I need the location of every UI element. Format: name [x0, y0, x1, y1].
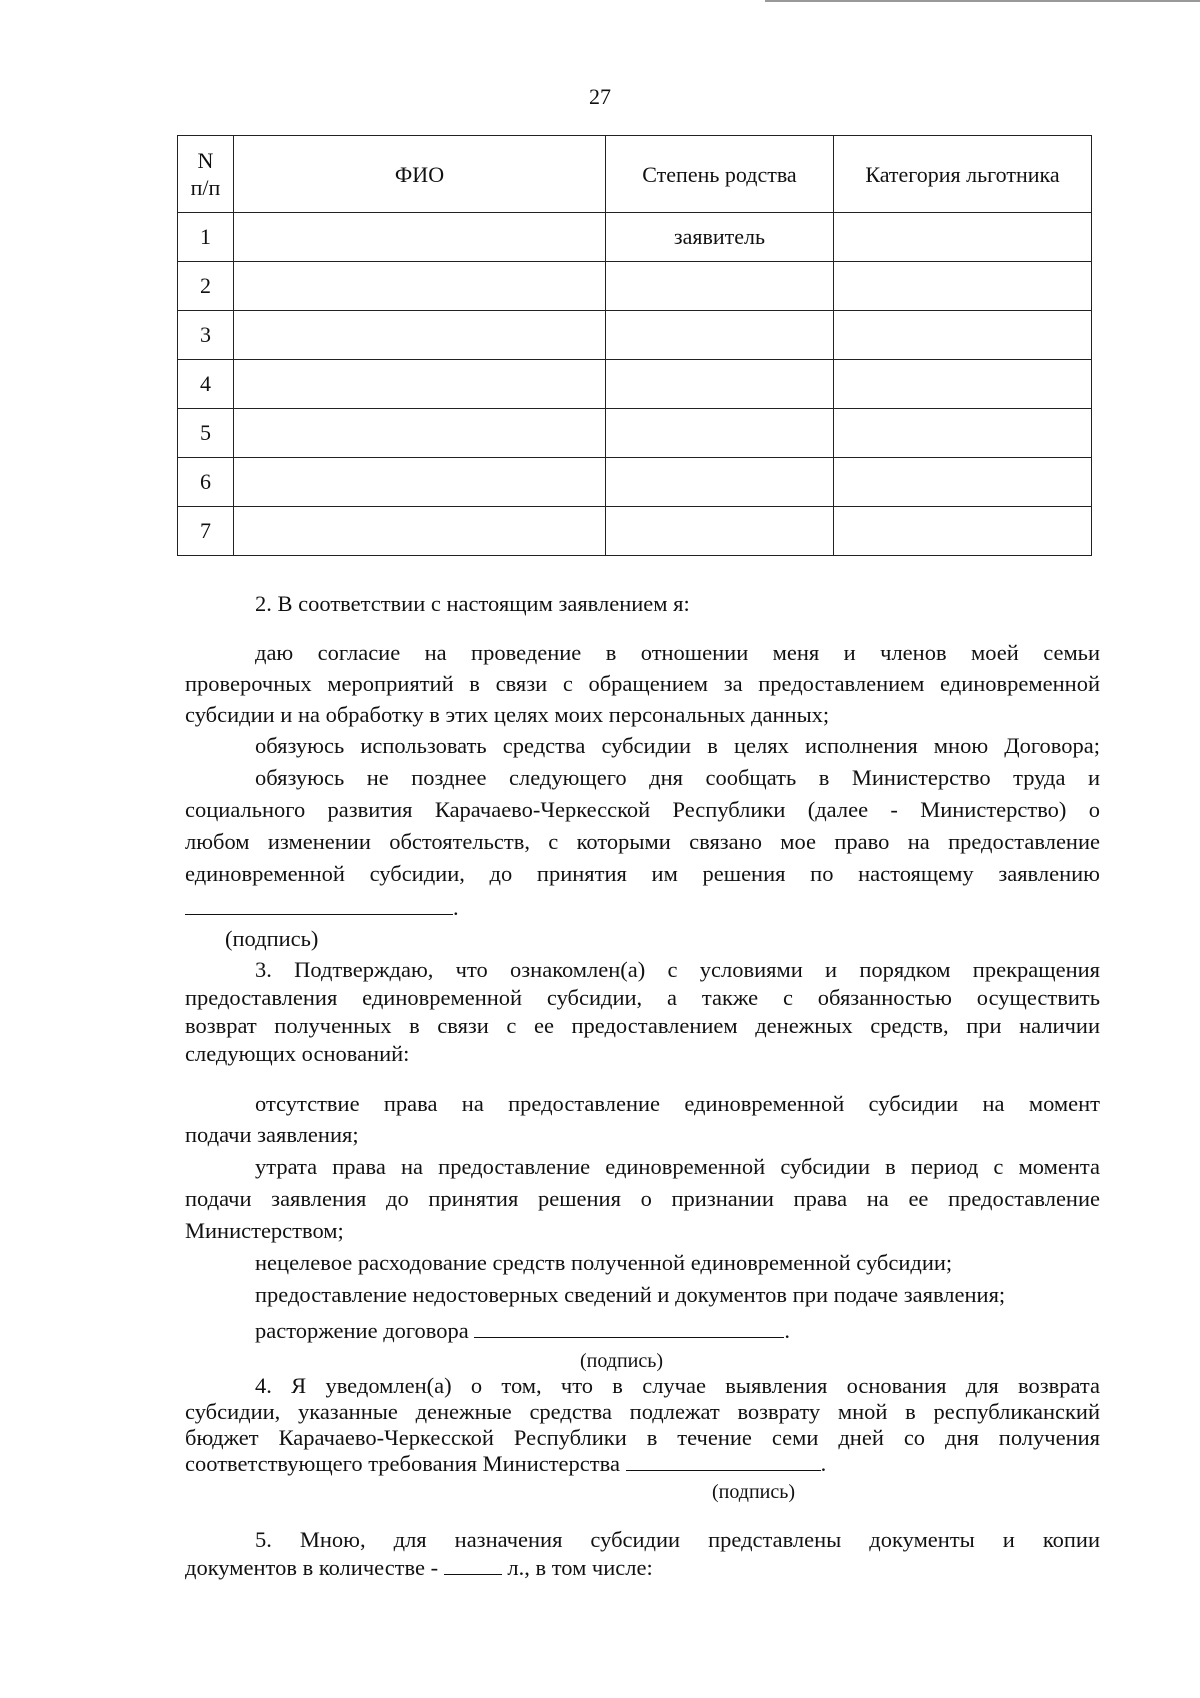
header-category: Категория льготника — [834, 136, 1092, 213]
paragraph-line: бюджет Карачаево-Черкесской Республики в течение семи дней со дня получения — [185, 1425, 1100, 1450]
paragraph-line: любом изменении обстоятельств, с которыми связано мое право на предоставление — [185, 829, 1100, 854]
paragraph-line: нецелевое расходование средств полученной единовременной субсидии; — [255, 1250, 953, 1275]
table-row — [178, 507, 1092, 556]
paragraph-line: 4. Я уведомлен(а) о том, что в случае выявления основания для возврата — [255, 1373, 1100, 1398]
paragraph-line: субсидии и на обработку в этих целях моих персональных данных; — [185, 702, 830, 727]
paragraph-line: субсидии, указанные денежные средства подлежат возврату мной в республиканский — [185, 1399, 1100, 1424]
cell-fio — [234, 262, 606, 311]
cell-number: 5 — [178, 409, 234, 458]
header-fio: ФИО — [234, 136, 606, 213]
cell-relation — [606, 507, 834, 556]
paragraph-line: предоставление недостоверных сведений и документов при подаче заявления; — [255, 1282, 1006, 1307]
cell-number: 4 — [178, 360, 234, 409]
cell-number: 2 — [178, 262, 234, 311]
cell-fio — [234, 507, 606, 556]
signature-blank — [185, 896, 453, 915]
paragraph-line: обязуюсь не позднее следующего дня сообщать в Министерство труда и — [255, 765, 1100, 790]
table-row — [178, 311, 1092, 360]
count-line: документов в количестве - л., в том числе: — [185, 1555, 653, 1580]
signature-line: расторжение договора . — [255, 1318, 791, 1343]
cell-category — [834, 507, 1092, 556]
paragraph-line: проверочных мероприятий в связи с обращением за предоставлением единовременной — [185, 671, 1100, 696]
signature-caption: (подпись) — [225, 926, 319, 951]
family-members-table — [177, 135, 1092, 556]
cell-fio — [234, 213, 606, 262]
count-blank — [444, 1556, 502, 1575]
cell-category — [834, 360, 1092, 409]
paragraph-line: следующих оснований: — [185, 1041, 410, 1066]
signature-line: . — [185, 893, 459, 923]
paragraph-line: Министерством; — [185, 1218, 344, 1243]
cell-fio — [234, 458, 606, 507]
signature-blank — [626, 1452, 821, 1471]
paragraph-line: предоставления единовременной субсидии, а также с обязанностью осуществить — [185, 985, 1100, 1010]
cell-number: 3 — [178, 311, 234, 360]
cell-number: 1 — [178, 213, 234, 262]
table-row — [178, 458, 1092, 507]
paragraph-line: возврат полученных в связи с ее предоставлением денежных средств, при наличии — [185, 1013, 1100, 1038]
scan-edge-line — [765, 0, 1200, 2]
paragraph-line: 5. Мною, для назначения субсидии представлены документы и копии — [255, 1527, 1100, 1552]
signature-line: соответствующего требования Министерства . — [185, 1451, 827, 1476]
table-header-row — [178, 136, 1092, 213]
cell-number: 6 — [178, 458, 234, 507]
cell-category — [834, 409, 1092, 458]
paragraph-line: обязуюсь использовать средства субсидии в целях исполнения мною Договора; — [255, 733, 1100, 758]
cell-category — [834, 262, 1092, 311]
paragraph-line: единовременной субсидии, до принятия им решения по настоящему заявлению — [185, 861, 1100, 886]
cell-relation: заявитель — [606, 213, 834, 262]
paragraph-line: подачи заявления; — [185, 1122, 359, 1147]
signature-caption: (подпись) — [712, 1481, 796, 1503]
paragraph-line: социального развития Карачаево-Черкесской Республики (далее - Министерство) о — [185, 797, 1100, 822]
table-row — [178, 409, 1092, 458]
page-number: 27 — [589, 84, 611, 109]
paragraph-line: утрата права на предоставление единовременной субсидии в период с момента — [255, 1154, 1100, 1179]
cell-relation — [606, 311, 834, 360]
signature-caption: (подпись) — [580, 1350, 664, 1372]
cell-relation — [606, 409, 834, 458]
cell-number: 7 — [178, 507, 234, 556]
cell-relation — [606, 360, 834, 409]
cell-relation — [606, 458, 834, 507]
paragraph-line: подачи заявления до принятия решения о признании права на ее предоставление — [185, 1186, 1100, 1211]
cell-category — [834, 458, 1092, 507]
paragraph-line: отсутствие права на предоставление единовременной субсидии на момент — [255, 1091, 1100, 1116]
signature-blank — [474, 1319, 784, 1338]
table-row — [178, 360, 1092, 409]
cell-relation — [606, 262, 834, 311]
cell-fio — [234, 360, 606, 409]
cell-category — [834, 213, 1092, 262]
cell-fio — [234, 311, 606, 360]
paragraph-line: 3. Подтверждаю, что ознакомлен(а) с условиями и порядком прекращения — [255, 957, 1100, 982]
table-row — [178, 213, 1092, 262]
cell-fio — [234, 409, 606, 458]
section-2-intro: 2. В соответствии с настоящим заявлением я: — [255, 591, 690, 616]
header-number: N п/п — [178, 136, 234, 213]
table-row — [178, 262, 1092, 311]
header-relation: Степень родства — [606, 136, 834, 213]
cell-category — [834, 311, 1092, 360]
paragraph-line: даю согласие на проведение в отношении меня и членов моей семьи — [255, 640, 1100, 665]
